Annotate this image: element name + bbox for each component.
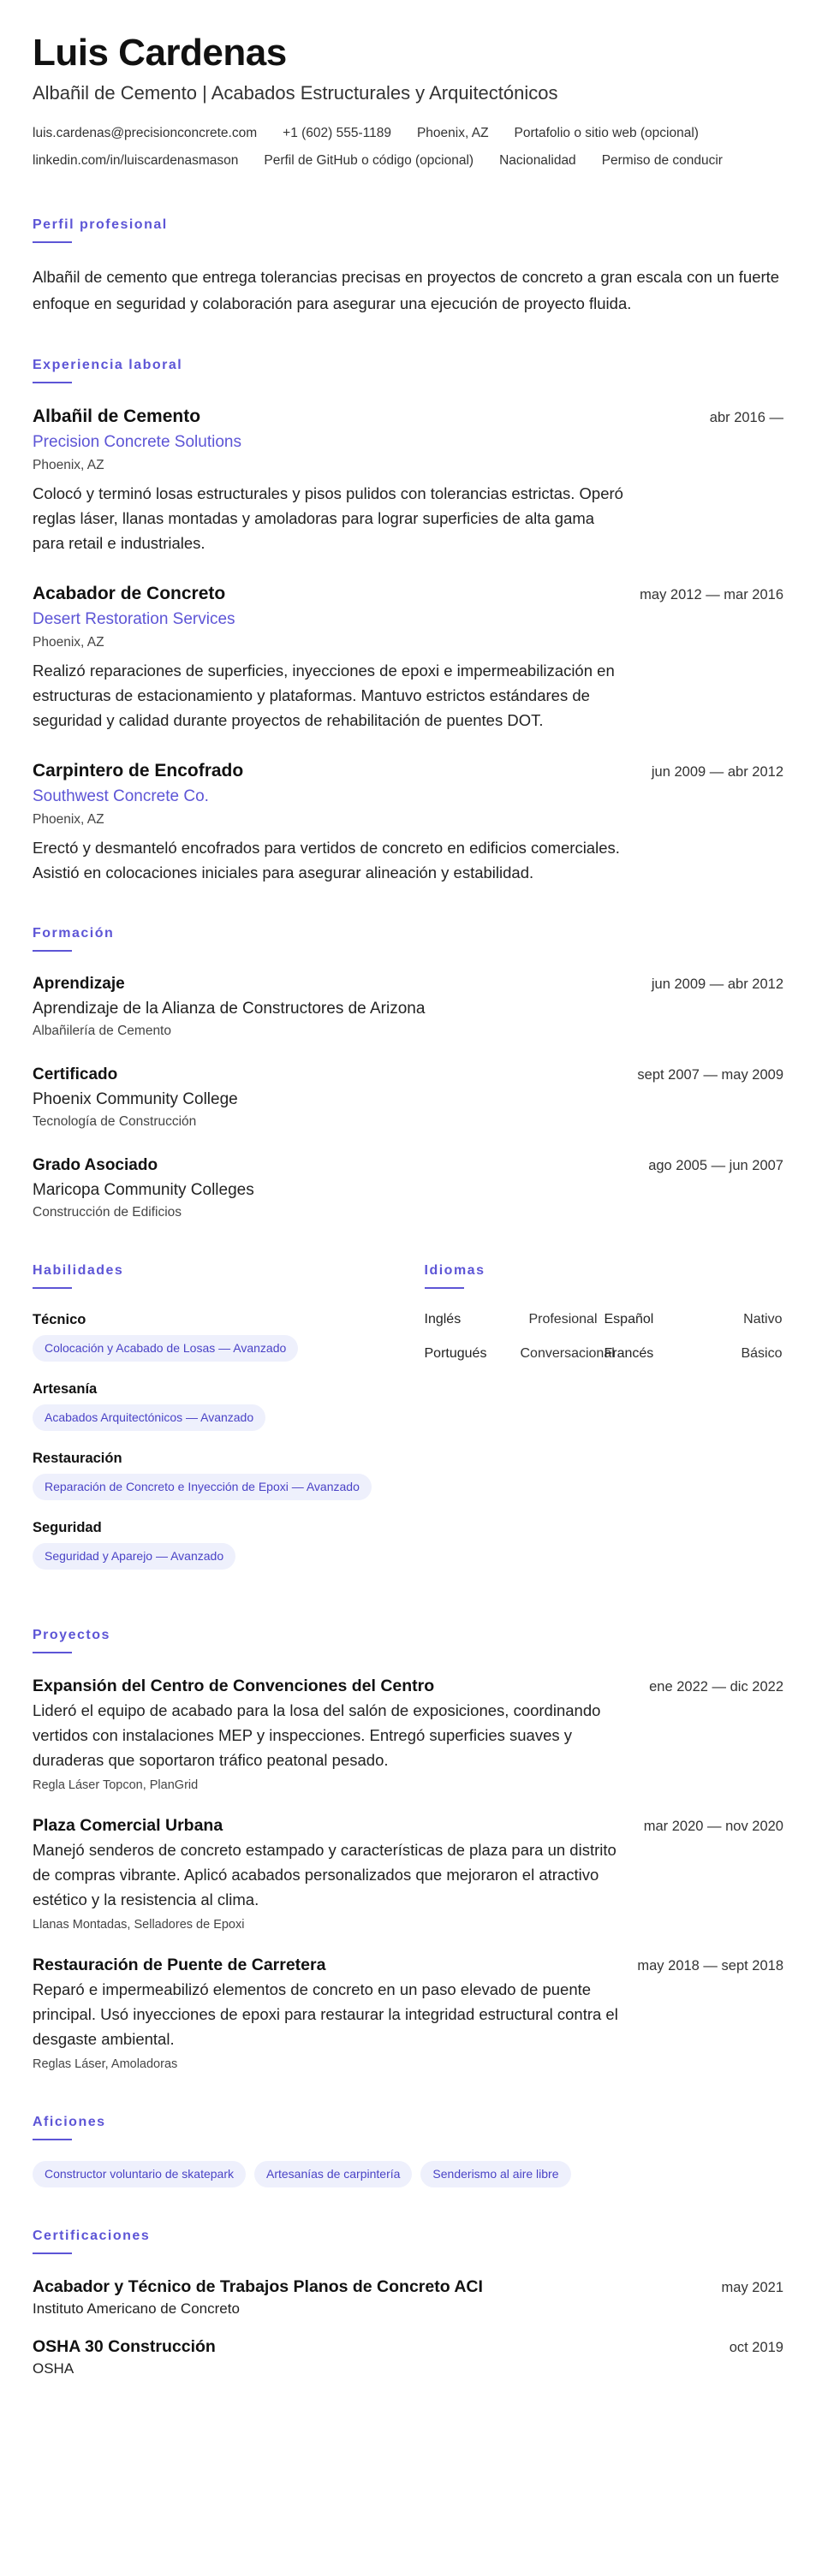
section-divider [425,1287,464,1289]
skills-languages-row [33,1261,783,1587]
certification-date: may 2021 [721,2280,783,2295]
project-description: Lideró el equipo de acabado para la losa del salón de exposiciones, coordinando vertidos con instalaciones MEP y inspecciones. Entregó superficies suaves y duraderas que soportaron tráfico peatonal pesado. [33,1701,601,1769]
job-company: Precision Concrete Solutions [33,433,241,451]
language-name: Español [604,1312,654,1327]
education-degree: Aprendizaje [33,975,125,993]
languages-section [425,1261,784,1587]
contact-driving-license: Permiso de conducir [601,153,723,168]
job-company: Southwest Concrete Co. [33,787,209,805]
education-field: Construcción de Edificios [33,1205,182,1220]
skill-group [33,1448,392,1500]
certifications-section [33,2227,783,2379]
contact-linkedin[interactable]: linkedin.com/in/luiscardenasmason [33,153,239,168]
section-divider [33,1652,72,1653]
language-list [425,1309,784,1364]
job-date: abr 2016 — [709,410,783,425]
language-level: Conversacional [520,1346,615,1361]
job-title: Carpintero de Encofrado [33,761,244,781]
job-entry [33,758,783,885]
job-entry [33,581,783,733]
hobby-chip: Artesanías de carpintería [254,2161,412,2187]
education-date: ago 2005 — jun 2007 [648,1158,783,1173]
education-entry [33,1063,783,1131]
projects-section [33,1626,783,2074]
education-date: jun 2009 — abr 2012 [651,976,783,992]
section-divider [33,2139,72,2140]
language-level: Básico [741,1346,783,1361]
contact-list [33,122,783,173]
project-date: mar 2020 — nov 2020 [643,1819,783,1834]
education-field: Tecnología de Construcción [33,1114,197,1129]
contact-nationality: Nacionalidad [499,153,576,168]
education-institution: Maricopa Community Colleges [33,1181,254,1199]
skill-chip: Seguridad y Aparejo — Avanzado [33,1543,235,1570]
section-divider [33,1287,72,1289]
project-description: Reparó e impermeabilizó elementos de concreto en un paso elevado de puente principal. Usó inyecciones de epoxi para restaurar la integridad estructural contra el desgaste ambiental. [33,1980,618,2048]
project-date: may 2018 — sept 2018 [637,1958,783,1974]
contact-portfolio[interactable]: Portafolio o sitio web (opcional) [514,126,699,140]
job-entry [33,404,783,555]
language-name: Francés [604,1346,654,1361]
education-section [33,924,783,1222]
education-entry [33,1154,783,1222]
job-location: Phoenix, AZ [33,812,104,827]
certification-name: OSHA 30 Construcción [33,2337,216,2356]
language-level: Profesional [528,1312,598,1327]
project-tools: Llanas Montadas, Selladores de Epoxi [33,1918,245,1932]
certification-name: Acabador y Técnico de Trabajos Planos de Concreto ACI [33,2277,483,2296]
certification-issuer: Instituto Americano de Concreto [33,2300,240,2317]
section-title-hobbies: Aficiones [33,2115,106,2129]
job-description: Colocó y terminó losas estructurales y pisos pulidos con tolerancias estrictas. Operó reglas láser, llanas montadas y amoladoras para lograr superficies de alta gama para retail e industriales. [33,484,623,552]
section-divider [33,2253,72,2254]
section-title-education: Formación [33,926,115,941]
hobby-list [33,2161,783,2187]
education-degree: Grado Asociado [33,1156,158,1174]
job-description: Erectó y desmanteló encofrados para vertidos de concreto en edificios comerciales. Asistió en colocaciones iniciales para asegurar alineación y estabilidad. [33,839,620,881]
contact-github[interactable]: Perfil de GitHub o código (opcional) [264,153,474,168]
skill-chip: Reparación de Concreto e Inyección de Epoxi — Avanzado [33,1474,372,1500]
hobby-chip: Constructor voluntario de skatepark [33,2161,246,2187]
project-description: Manejó senderos de concreto estampado y características de plaza para un distrito de compras vibrante. Aplicó acabados personalizados que mejoraron el atractivo estético y la resistencia al clima. [33,1841,616,1908]
section-divider [33,950,72,952]
certification-entry [33,2335,783,2379]
section-divider [33,241,72,243]
section-title-certifications: Certificaciones [33,2229,151,2243]
section-title-profile: Perfil profesional [33,217,168,232]
hobbies-section [33,2113,783,2187]
skill-group [33,1517,392,1570]
skill-category: Técnico [33,1312,86,1327]
skill-chip: Colocación y Acabado de Losas — Avanzado [33,1335,298,1362]
job-description: Realizó reparaciones de superficies, inyecciones de epoxi e impermeabilización en estructuras de estacionamiento y plataformas. Mantuvo estrictos estándares de seguridad y calidad durante proyectos de rehabilitación de puentes DOT. [33,662,615,729]
project-tools: Reglas Láser, Amoladoras [33,2057,178,2071]
education-date: sept 2007 — may 2009 [637,1067,783,1083]
certification-entry [33,2275,783,2319]
job-title: Acabador de Concreto [33,584,226,603]
certification-issuer: OSHA [33,2360,74,2377]
section-title-projects: Proyectos [33,1628,110,1642]
project-name: Plaza Comercial Urbana [33,1816,223,1835]
language-level: Nativo [743,1312,783,1327]
experience-section [33,356,783,885]
profile-section [33,216,783,317]
job-company: Desert Restoration Services [33,610,235,628]
education-institution: Aprendizaje de la Alianza de Constructores de Arizona [33,1000,426,1018]
project-entry [33,1674,783,1795]
project-entry [33,1813,783,1934]
contact-phone[interactable]: +1 (602) 555-1189 [283,126,391,140]
language-name: Portugués [424,1346,487,1361]
contact-email[interactable]: luis.cardenas@precisionconcrete.com [33,126,258,140]
contact-location: Phoenix, AZ [416,126,489,140]
section-title-languages: Idiomas [424,1263,485,1278]
skill-chip: Acabados Arquitectónicos — Avanzado [33,1404,265,1431]
project-date: ene 2022 — dic 2022 [649,1679,783,1695]
hobby-chip: Senderismo al aire libre [420,2161,570,2187]
skill-group [33,1309,392,1362]
education-institution: Phoenix Community College [33,1090,238,1108]
job-location: Phoenix, AZ [33,458,104,472]
profile-summary: Albañil de cemento que entrega tolerancias precisas en proyectos de concreto a gran escala con un fuerte enfoque en seguridad y colaboración para asegurar una ejecución de proyecto fluida. [33,268,780,312]
skill-group [33,1379,392,1431]
job-date: jun 2009 — abr 2012 [651,764,783,780]
skills-section [33,1261,392,1587]
job-title: Albañil de Cemento [33,407,201,426]
project-name: Restauración de Puente de Carretera [33,1956,326,1974]
education-entry [33,972,783,1041]
candidate-headline: Albañil de Cemento | Acabados Estructurales y Arquitectónicos [33,82,558,104]
section-title-experience: Experiencia laboral [33,358,183,372]
job-date: may 2012 — mar 2016 [640,587,783,602]
job-location: Phoenix, AZ [33,635,104,650]
section-divider [33,382,72,383]
project-name: Expansión del Centro de Convenciones del Centro [33,1677,435,1695]
skill-category: Restauración [33,1451,122,1466]
project-tools: Regla Láser Topcon, PlanGrid [33,1778,199,1792]
skill-category: Seguridad [33,1520,102,1535]
education-degree: Certificado [33,1065,118,1083]
education-field: Albañilería de Cemento [33,1024,171,1038]
certification-date: oct 2019 [729,2340,783,2355]
project-entry [33,1953,783,2074]
section-title-skills: Habilidades [33,1263,124,1278]
language-name: Inglés [424,1312,462,1327]
skill-category: Artesanía [33,1381,98,1397]
candidate-name: Luis Cardenas [33,32,287,74]
